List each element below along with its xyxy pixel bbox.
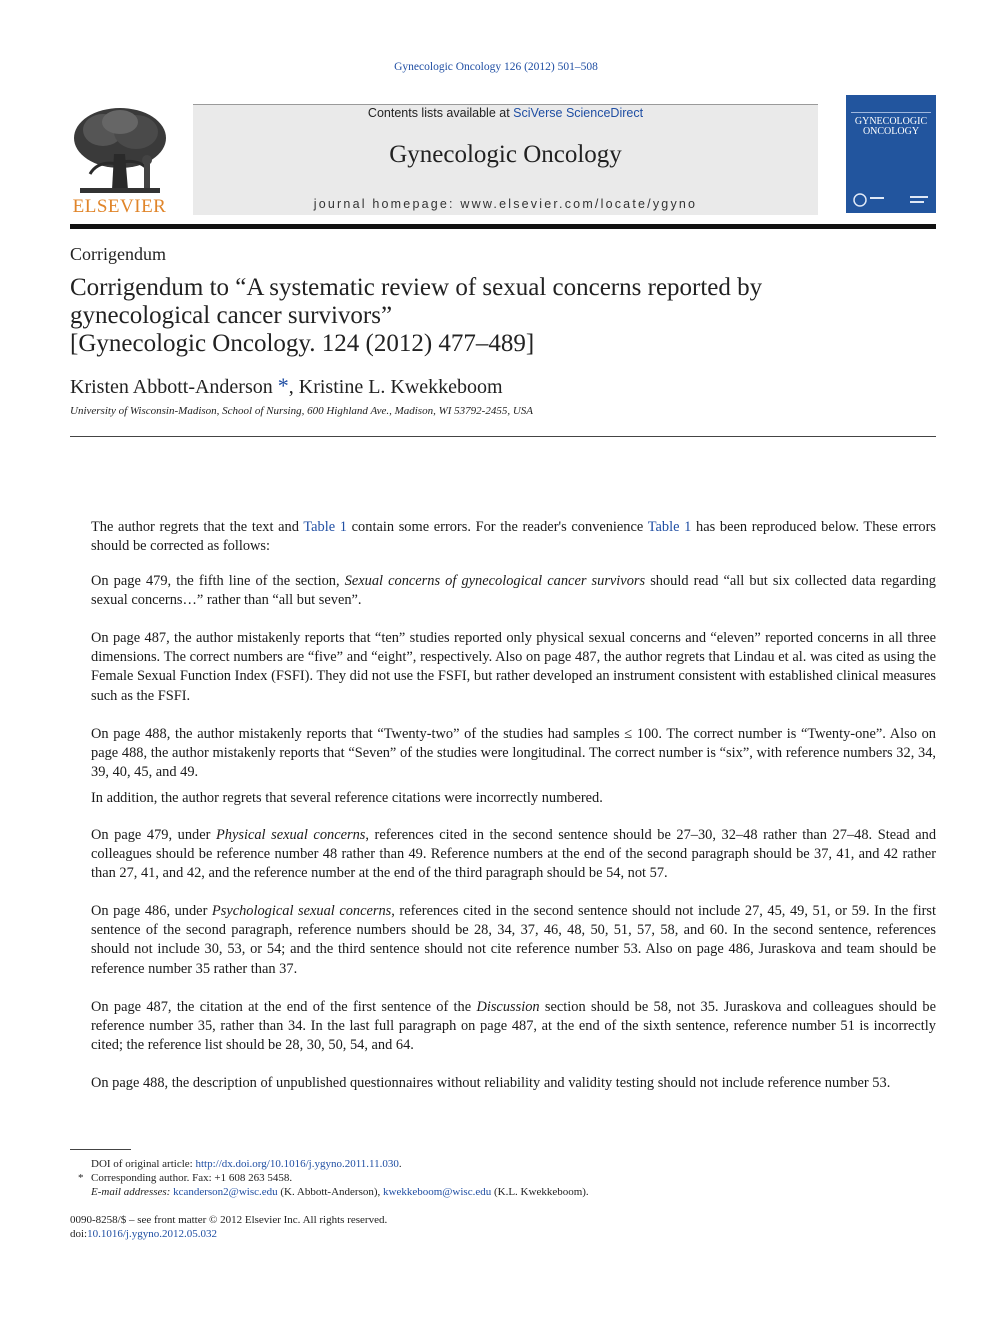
footnote-rule (70, 1149, 131, 1150)
paragraph: On page 479, under Physical sexual concerns, references cited in the second sentence should be 27–30, 32–48 rather than 27–48. Stead and colleagues should be reference number 48 rather than 49. Reference numbers at the end of the second paragraph should be 37, 41, and 42 rather than 27, 41, and 42, and the reference number at the end of the third paragraph should be 54, not 57. (91, 827, 937, 882)
cover-title: GYNECOLOGIC ONCOLOGY (854, 116, 928, 137)
journal-banner (193, 104, 818, 215)
original-doi-link[interactable]: http://dx.doi.org/10.1016/j.ygyno.2011.11.030 (195, 1158, 399, 1170)
paragraph: On page 486, under Psychological sexual concerns, references cited in the second sentence should not include 27, 45, 49, 51, or 59. In the first sentence of the second paragraph, reference numbers should be 28, 34, 37, 46, 48, 50, 51, 57, 58, and 60. In the second sentence, references should not include 30, 53, or 54; and the third sentence should not cite reference number 53. Also on page 486, Juraskova and team should be reference number 35 rather than 37. (91, 903, 936, 977)
email-link[interactable]: kwekkeboom@wisc.edu (383, 1186, 492, 1198)
paragraph: On page 479, the fifth line of the section, Sexual concerns of gynecological cancer survivors should read “all but six collected data regarding sexual concerns…” rather than “all but seven”. (91, 573, 936, 609)
doi-line: doi:10.1016/j.ygyno.2012.05.032 (70, 1228, 217, 1240)
paragraph-intro: The author regrets that the text and Table 1 contain some errors. For the reader's convenience Table 1 has been reproduced below. These errors should be corrected as follows: (91, 519, 937, 555)
sciencedirect-link[interactable]: SciVerse ScienceDirect (513, 106, 644, 120)
affiliation: University of Wisconsin-Madison, School of Nursing, 600 Highland Ave., Madison, WI 53792-2455, USA (70, 405, 533, 417)
cover-footer-logos (850, 191, 932, 209)
author-list: Kristen Abbott-Anderson *, Kristine L. Kwekkeboom (70, 373, 503, 398)
article-type: Corrigendum (70, 244, 166, 264)
author-name[interactable]: Kristine L. Kwekkeboom (298, 376, 503, 398)
header-rule (70, 224, 936, 229)
table-1-link[interactable]: Table 1 (303, 519, 347, 535)
article-doi-link[interactable]: 10.1016/j.ygyno.2012.05.032 (87, 1228, 217, 1240)
corresponding-author-marker[interactable]: * (277, 373, 289, 398)
journal-citation[interactable]: Gynecologic Oncology 126 (2012) 501–508 (394, 61, 598, 73)
footnote-corresponding: * Corresponding author. Fax: +1 608 263 5458. (78, 1172, 293, 1184)
journal-cover-thumbnail[interactable] (846, 95, 936, 213)
journal-title: Gynecologic Oncology (389, 141, 622, 168)
paragraph: On page 487, the citation at the end of the first sentence of the Discussion section should be 58, not 35. Juraskova and colleagues should be reference number 35, rather than 34. In the last full paragraph on page 487, at the end of the sixth sentence, reference number 51 is incorrectly cited; the reference list should be 28, 30, 50, 54, and 64. (91, 999, 936, 1054)
paragraph: On page 487, the author mistakenly reports that “ten” studies reported only physical sexual concerns and “eleven” reported concerns in all three dimensions. The correct numbers are “five” and “eight”, respectively. Also on page 487, the author regrets that Lindau et al. was cited as using the Female Sexual Function Index (FSFI). They did not use the FSFI, but rather developed an instrument consistent with established clinical measures such as the FSFI. (91, 630, 936, 704)
abstract-rule (70, 436, 936, 437)
contents-line: Contents lists available at SciVerse ScienceDirect (367, 106, 644, 120)
article-title: Corrigendum to “A systematic review of sexual concerns reported by gynecological cancer survivors” [Gynecologic Oncology. 124 (2012) 477–489] (70, 274, 763, 357)
issn-line: 0090-8258/$ – see front matter © 2012 Elsevier Inc. All rights reserved. (70, 1214, 388, 1226)
email-link[interactable]: kcanderson2@wisc.edu (173, 1186, 278, 1198)
paragraph: On page 488, the description of unpublished questionnaires without reliability and validity testing should not include reference number 53. (91, 1075, 891, 1091)
journal-homepage[interactable]: journal homepage: www.elsevier.com/locate/ygyno (313, 197, 698, 211)
table-1-link[interactable]: Table 1 (647, 519, 692, 535)
paragraph: On page 488, the author mistakenly reports that “Twenty-two” of the studies had samples ≤ 100. The correct number is “Twenty-one”. Also on page 488, the author mistakenly reports that “Seven” of the studies were longitudinal. The correct number is “six”, with reference numbers 32, 34, 39, 40, 45, and 49. (91, 726, 936, 781)
cover-rule (851, 112, 931, 113)
author-name[interactable]: Kristen Abbott-Anderson (70, 376, 273, 398)
elsevier-wordmark: ELSEVIER (72, 196, 167, 217)
paragraph: In addition, the author regrets that several reference citations were incorrectly numbered. (91, 790, 603, 806)
footnote-doi: DOI of original article: http://dx.doi.org/10.1016/j.ygyno.2011.11.030. (91, 1158, 402, 1170)
footnote-emails: E-mail addresses: kcanderson2@wisc.edu (K. Abbott-Anderson), kwekkeboom@wisc.edu (K.L. Kwekkeboom). (91, 1186, 589, 1198)
